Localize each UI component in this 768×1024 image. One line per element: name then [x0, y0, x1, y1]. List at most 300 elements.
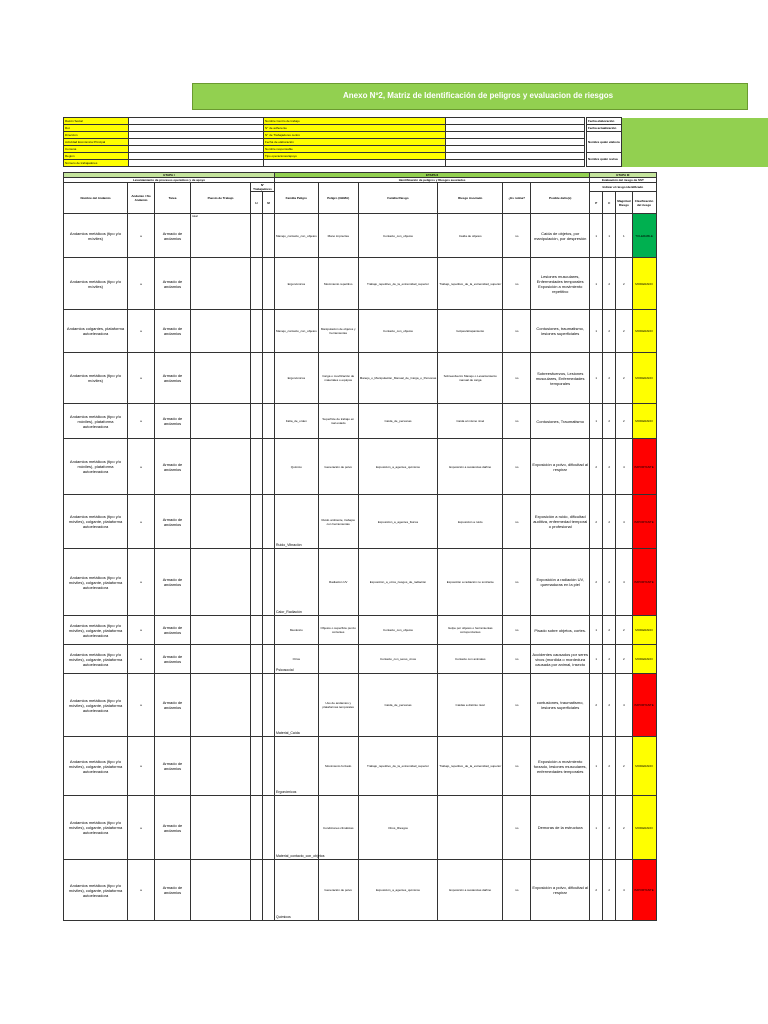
info-right-label: Fecha elaboración [587, 118, 622, 125]
familia-peligro-text: Químico [290, 464, 302, 469]
info-right-row [587, 132, 768, 153]
info-right-fill [621, 118, 767, 125]
familia-riesgo: Caída_de_personas [358, 404, 438, 439]
matrix-row [64, 674, 657, 737]
magnitud: 2 [616, 404, 632, 439]
clasificacion-riesgo: MODERADO [632, 616, 656, 645]
magnitud: 2 [616, 258, 632, 310]
header-trabajadores: N° Trabajadores [251, 183, 275, 192]
tarea: Armado de andamios [155, 495, 191, 549]
magnitud: 2 [616, 310, 632, 353]
familia-riesgo: Caída_de_personas [358, 674, 438, 737]
info-label: N° de Trabajadores centro [264, 132, 446, 139]
familia-peligro [275, 674, 319, 737]
tarea: Armado de andamios [155, 674, 191, 737]
header-cell: ¿Es rutina? [503, 183, 531, 214]
trab-m [263, 860, 275, 921]
info-value [446, 139, 585, 146]
header-cell: Andamio / No Andamio [128, 183, 155, 214]
clasificacion-riesgo: IMPORTANTE [632, 439, 656, 495]
puesto-trabajo [191, 310, 251, 353]
trab-m [263, 737, 275, 796]
prob: 1 [590, 404, 603, 439]
consec: 2 [603, 674, 616, 737]
familia-peligro-bottom: Ergonómicos [276, 790, 297, 794]
posible-dano: Exposición a polvo, dificultad al respirar [531, 860, 590, 921]
matrix-row [64, 549, 657, 616]
info-row [64, 118, 585, 125]
andamio-flag: a [128, 353, 155, 404]
familia-riesgo: Trabajo_repetitivo_de_la_extremidad_superior [358, 737, 438, 796]
info-value [446, 132, 585, 139]
info-value [129, 139, 264, 146]
header-cell: M [263, 192, 275, 214]
header-cell: Tarea [155, 183, 191, 214]
consec: 2 [603, 404, 616, 439]
trab-h [251, 796, 263, 860]
nombre-andamio: Andamios metálicos (tipo y/o móviles), colgante, plataforma autoelevadora [64, 645, 128, 674]
riesgo-asociado: Golpes/atrapamiento [438, 310, 503, 353]
familia-riesgo: Contacto_con_objetos [358, 214, 438, 258]
tarea: Armado de andamios [155, 404, 191, 439]
familia-peligro [275, 737, 319, 796]
info-value [129, 146, 264, 153]
info-label: Dirección [64, 132, 129, 139]
magnitud: 2 [616, 353, 632, 404]
puesto-trabajo [191, 549, 251, 616]
consec: 1 [603, 214, 616, 258]
magnitud: 2 [616, 737, 632, 796]
peligro-gema: Carga o movilización de materiales o equipos [318, 353, 358, 404]
info-right-row [587, 118, 768, 125]
trab-h [251, 353, 263, 404]
trab-h [251, 737, 263, 796]
nombre-andamio: Andamios metálicos (tipo y/o móviles), colgante, plataforma autoelevadora [64, 549, 128, 616]
es-rutina: no [503, 616, 531, 645]
familia-peligro-text: Falta_de_orden [285, 419, 307, 423]
puesto-trabajo [191, 737, 251, 796]
clasificacion-riesgo: IMPORTANTE [632, 495, 656, 549]
tarea: Armado de andamios [155, 549, 191, 616]
peligro-gema: Mano imprecisa [318, 214, 358, 258]
info-label: Región [64, 153, 129, 160]
familia-peligro [275, 258, 319, 310]
info-row [64, 153, 585, 160]
familia-peligro [275, 796, 325, 860]
clasificacion-riesgo: MODERADO [632, 645, 656, 674]
riesgo-asociado: Caída al mismo nivel [438, 404, 503, 439]
clasificacion-riesgo: TOLERABLE [632, 214, 656, 258]
puesto-trabajo [191, 495, 251, 549]
info-value [446, 118, 585, 125]
consec: 2 [603, 549, 616, 616]
clasificacion-riesgo: MODERADO [632, 258, 656, 310]
familia-riesgo: Manejo_o_Manipulación_Manual_de_Carga_o_Personas [358, 353, 438, 404]
nombre-andamio: Andamios metálicos (tipo y/o móviles) [64, 353, 128, 404]
info-label: Comuna [64, 146, 129, 153]
info-row [64, 160, 585, 167]
nombre-andamio: Andamios metálicos (tipo y/o móviles) [64, 214, 128, 258]
es-rutina: no [503, 495, 531, 549]
peligro-gema: Movimiento repetitivo [318, 258, 358, 310]
clasificacion-riesgo: MODERADO [632, 737, 656, 796]
prob: 1 [590, 353, 603, 404]
magnitud: 2 [616, 616, 632, 645]
familia-peligro [275, 310, 319, 353]
info-right-row [587, 125, 768, 132]
prob: 2 [590, 495, 603, 549]
andamio-flag: a [128, 796, 155, 860]
trab-h [251, 439, 263, 495]
tarea: Armado de andamios [155, 645, 191, 674]
info-row [64, 125, 585, 132]
trab-m [263, 616, 275, 645]
info-right-label: Nombre quién elabora [587, 132, 622, 153]
consec: 2 [603, 737, 616, 796]
andamio-flag: a [128, 404, 155, 439]
header-cell: Peligro (GEMA) [318, 183, 358, 214]
peligro-gema: Generación de polvo [318, 439, 358, 495]
es-rutina: no [503, 310, 531, 353]
prob: 1 [590, 737, 603, 796]
info-label: Tipo operaciones/apoyo [264, 153, 446, 160]
tarea: Armado de andamios [155, 353, 191, 404]
info-label: Razón Social [64, 118, 129, 125]
nombre-andamio: Andamios metálicos (tipo y/o móviles), colgante, plataforma autoelevadora [64, 616, 128, 645]
info-right-row [587, 153, 768, 167]
trab-h [251, 616, 263, 645]
familia-riesgo: Trabajo_repetitivo_de_la_extremidad_superior [358, 258, 438, 310]
page-title: Anexo Nº2, Matriz de Identificación de peligros y evaluacion de riesgos [343, 91, 614, 100]
familia-peligro-text: Ergonómicos [287, 376, 306, 380]
trab-m [263, 439, 275, 495]
puesto-trabajo [191, 258, 251, 310]
info-right-table [586, 117, 768, 167]
trab-m [263, 796, 275, 860]
matrix-row [64, 796, 657, 860]
familia-riesgo: Exposición_a_otros_riesgos_de_radiación [358, 549, 438, 616]
info-label: N° de adherente [264, 125, 446, 132]
magnitud: 4 [616, 495, 632, 549]
familia-riesgo: Contacto_con_objetos [358, 616, 438, 645]
header-cell: Riesgo Asociado [438, 183, 503, 214]
header-cell: C [603, 192, 616, 214]
familia-peligro [275, 616, 319, 645]
header-cell: Familia Peligro [275, 183, 319, 214]
info-value [129, 118, 264, 125]
peligro-gema: Superficie de trabajo en mal estado [318, 404, 358, 439]
matrix-row [64, 495, 657, 549]
posible-dano: Lesiones musculares, Enfermedades temporales Exposición a movimiento repetitivo [531, 258, 590, 310]
andamio-flag: a [128, 645, 155, 674]
info-label [264, 160, 446, 167]
trab-m [263, 214, 275, 258]
consec: 2 [603, 353, 616, 404]
stage-2: ETAPA II [275, 173, 590, 178]
prob: 1 [590, 214, 603, 258]
familia-peligro [275, 353, 319, 404]
info-value [129, 132, 264, 139]
nombre-andamio: Andamios metálicos (tipo y/o móviles), colgante, plataforma autoelevadora [64, 737, 128, 796]
info-row [64, 132, 585, 139]
risk-matrix-table [63, 172, 657, 921]
puesto-trabajo [191, 404, 251, 439]
familia-peligro [275, 214, 319, 258]
magnitud: 2 [616, 796, 632, 860]
familia-riesgo: Exposición_a_agentes_químicos [358, 439, 438, 495]
matrix-row [64, 737, 657, 796]
familia-peligro [275, 439, 319, 495]
tarea: Armado de andamios [155, 439, 191, 495]
familia-peligro-text: Otros [292, 657, 301, 661]
familia-peligro [275, 404, 319, 439]
familia-peligro-bottom: Material_contacto_con_objetos [276, 854, 325, 858]
familia-peligro [275, 860, 319, 921]
info-right-fill [621, 125, 767, 132]
posible-dano: Exposición a ruido, dificultad auditiva, enfermedad temporal o profesional [531, 495, 590, 549]
riesgo-asociado [438, 796, 503, 860]
es-rutina: no [503, 645, 531, 674]
trab-h [251, 645, 263, 674]
es-rutina: no [503, 674, 531, 737]
magnitud: 4 [616, 860, 632, 921]
trab-m [263, 674, 275, 737]
stage-3: ETAPA III [590, 173, 656, 178]
andamio-flag: a [128, 214, 155, 258]
clasificacion-riesgo: MODERADO [632, 353, 656, 404]
familia-riesgo: Contacto_con_seres_vivos [358, 645, 438, 674]
magnitud: 1 [616, 214, 632, 258]
familia-peligro-bottom: Químicos [276, 915, 291, 919]
consec: 2 [603, 495, 616, 549]
andamio-flag: a [128, 860, 155, 921]
peligro-gema: Condiciones climáticas [318, 796, 358, 860]
nombre-andamio: Andamios metálicos (tipo y/o móviles), colgante, plataforma autoelevadora [64, 674, 128, 737]
riesgo-asociado: Sobreesfuerzo Manejo o Levantamiento manual de carga [438, 353, 503, 404]
puesto-trabajo [191, 439, 251, 495]
es-rutina: no [503, 353, 531, 404]
prob: 2 [590, 549, 603, 616]
puesto-trabajo [191, 796, 251, 860]
info-label: Rut [64, 125, 129, 132]
andamio-flag: a [128, 495, 155, 549]
familia-riesgo: Contacto_con_objetos [358, 310, 438, 353]
info-right-fill [621, 153, 767, 167]
prob: 1 [590, 616, 603, 645]
andamio-flag: a [128, 310, 155, 353]
consec: 2 [603, 645, 616, 674]
trab-h [251, 674, 263, 737]
posible-dano: Sobreesfuerzos, Lesiones musculares, Enfermedades temporales [531, 353, 590, 404]
es-rutina: no [503, 549, 531, 616]
clasificacion-riesgo: MODERADO [632, 796, 656, 860]
info-value [446, 160, 585, 167]
es-rutina: no [503, 258, 531, 310]
nombre-andamio: Andamios metálicos (tipo y/o móviles), colgante, plataforma autoelevadora [64, 495, 128, 549]
familia-riesgo: Exposición_a_agentes_químicos [358, 860, 438, 921]
consec: 2 [603, 310, 616, 353]
prob: 2 [590, 439, 603, 495]
puesto-trabajo [191, 616, 251, 645]
matrix-row [64, 258, 657, 310]
trab-h [251, 495, 263, 549]
info-table [63, 117, 585, 167]
info-value [446, 153, 585, 160]
trab-h [251, 258, 263, 310]
puesto-trabajo [191, 860, 251, 921]
peligro-gema: Uso de andamios y plataformas temporales [318, 674, 358, 737]
clasificacion-riesgo: MODERADO [632, 404, 656, 439]
tarea: Armado de andamios [155, 737, 191, 796]
andamio-flag: a [128, 616, 155, 645]
stage-2-sub: Identificación de peligros y Riesgos asociados [275, 178, 590, 183]
matrix-row [64, 860, 657, 921]
nombre-andamio: Andamios metálicos (tipo y/o móviles), plataforma autoelevadora [64, 439, 128, 495]
magnitud: 4 [616, 674, 632, 737]
es-rutina: no [503, 737, 531, 796]
posible-dano: Exposición a polvo, dificultad al respirar [531, 439, 590, 495]
riesgo-asociado: Exposición a sustancias dañino [438, 439, 503, 495]
tarea: Armado de andamios [155, 310, 191, 353]
info-value [129, 160, 264, 167]
header-row [64, 183, 657, 192]
info-label: Fecha de elaboración [264, 139, 446, 146]
peligro-gema: Objetos o superficie punzo cortantes [318, 616, 358, 645]
familia-peligro-text: Mecánico [289, 628, 303, 632]
tarea: Armado de andamios [155, 616, 191, 645]
matrix-row [64, 310, 657, 353]
trab-m [263, 645, 275, 674]
puesto-trabajo [191, 674, 251, 737]
posible-dano: Pisado sobre objetos, cortes. [531, 616, 590, 645]
puesto-trabajo: total [191, 214, 251, 258]
es-rutina: no [503, 404, 531, 439]
familia-peligro-text: Ergonómicos [287, 281, 306, 286]
trab-m [263, 353, 275, 404]
magnitud: 4 [616, 549, 632, 616]
trab-h [251, 549, 263, 616]
consec: 2 [603, 258, 616, 310]
trab-m [263, 549, 275, 616]
familia-peligro-bottom: Psicosocial [276, 668, 294, 672]
header-cell: Familia Riesgo [358, 183, 438, 214]
puesto-trabajo [191, 645, 251, 674]
trab-h [251, 404, 263, 439]
magnitud: 4 [616, 439, 632, 495]
posible-dano: Exposición a movimiento forzado, lesiones musculares, enfermedades temporales [531, 737, 590, 796]
trab-h [251, 310, 263, 353]
nombre-andamio: Andamios metálicos (tipo y/o móviles), colgante, plataforma autoelevadora [64, 796, 128, 860]
matrix-row [64, 353, 657, 404]
info-value [446, 146, 585, 153]
peligro-gema: Generación de polvo [318, 860, 358, 921]
matrix-row [64, 616, 657, 645]
es-rutina: no [503, 439, 531, 495]
riesgo-asociado: Golpe por objetos o herramientas cortopunzantes [438, 616, 503, 645]
prob: 2 [590, 674, 603, 737]
familia-peligro [275, 495, 319, 549]
stage-1-sub: Levantamiento de procesos operativos y de apoyo [64, 178, 275, 183]
andamio-flag: a [128, 258, 155, 310]
riesgo-asociado: Caída de objetos [438, 214, 503, 258]
nombre-andamio: Andamios metálicos (tipo y/o móviles), colgante, plataforma autoelevadora [64, 860, 128, 921]
prob: 1 [590, 645, 603, 674]
header-stage3-sub: Indicar el riesgo identificado [590, 183, 656, 192]
clasificacion-riesgo: IMPORTANTE [632, 549, 656, 616]
riesgo-asociado: Trabajo_repetitivo_de_la_extremidad_superior [438, 258, 503, 310]
es-rutina: no [503, 214, 531, 258]
info-value [129, 125, 264, 132]
matrix-row [64, 214, 657, 258]
header-cell: Magnitud Riesgo [616, 192, 632, 214]
riesgo-asociado: Exposición a ruido [438, 495, 503, 549]
tarea: Armado de andamios [155, 258, 191, 310]
posible-dano: contusiones, traumatismo, lesiones superficiales [531, 674, 590, 737]
riesgo-asociado: Exposición a sustancias dañino [438, 860, 503, 921]
peligro-gema: Radiación UV [318, 549, 358, 616]
trab-m [263, 404, 275, 439]
andamio-flag: a [128, 439, 155, 495]
prob: 1 [590, 796, 603, 860]
header-cell: Posible daño(s) [531, 183, 590, 214]
consec: 2 [603, 860, 616, 921]
prob: 1 [590, 310, 603, 353]
peligro-gema: Movimiento forzado [318, 737, 358, 796]
trab-m [263, 310, 275, 353]
riesgo-asociado: Trabajo_repetitivo_de_la_extremidad_superior [438, 737, 503, 796]
info-right-fill [621, 132, 767, 153]
riesgo-asociado: Caídas a distinto nivel [438, 674, 503, 737]
info-right-label: Nombre quién revisa [587, 153, 622, 167]
info-value [129, 153, 264, 160]
puesto-trabajo [191, 353, 251, 404]
nombre-andamio: Andamios metálicos (tipo y/o móviles), plataforma autoelevadora [64, 404, 128, 439]
magnitud: 2 [616, 645, 632, 674]
info-label: Actividad Económica Principal [64, 139, 129, 146]
posible-dano: Accidentes causados por seres vivos (mordida o mordedura causada por animal, insecto [531, 645, 590, 674]
info-value [446, 125, 585, 132]
matrix-row [64, 645, 657, 674]
familia-peligro [275, 549, 319, 616]
nombre-andamio: Andamios metálicos (tipo y/o móviles) [64, 258, 128, 310]
consec: 2 [603, 439, 616, 495]
andamio-flag: a [128, 549, 155, 616]
familia-peligro-bottom: Material_Caída [276, 731, 300, 735]
matrix-row [64, 439, 657, 495]
clasificacion-riesgo: MODERADO [632, 310, 656, 353]
prob: 1 [590, 258, 603, 310]
info-row [64, 146, 585, 153]
clasificacion-riesgo: IMPORTANTE [632, 860, 656, 921]
header-cell: H [251, 192, 263, 214]
tarea: Armado de andamios [155, 796, 191, 860]
andamio-flag: a [128, 737, 155, 796]
trab-h [251, 860, 263, 921]
header-cell: Puesto de Trabajo [191, 183, 251, 214]
peligro-gema: Ruido ambiente, trabajos con herramientas [318, 495, 358, 549]
riesgo-asociado: Exposición a radiación no ionizante [438, 549, 503, 616]
es-rutina: no [503, 860, 531, 921]
header-cell: Clasificación del riesgo [632, 192, 656, 214]
info-label: Nombre Centro de trabajo [264, 118, 446, 125]
familia-peligro [275, 645, 319, 674]
familia-peligro-bottom: Calor_Radiación [276, 610, 302, 614]
familia-riesgo: Otros_Riesgos [358, 796, 438, 860]
info-row [64, 139, 585, 146]
trab-m [263, 258, 275, 310]
title-bar [192, 83, 748, 110]
stage-3-sub: Evaluación del riesgo de SST [590, 178, 656, 183]
